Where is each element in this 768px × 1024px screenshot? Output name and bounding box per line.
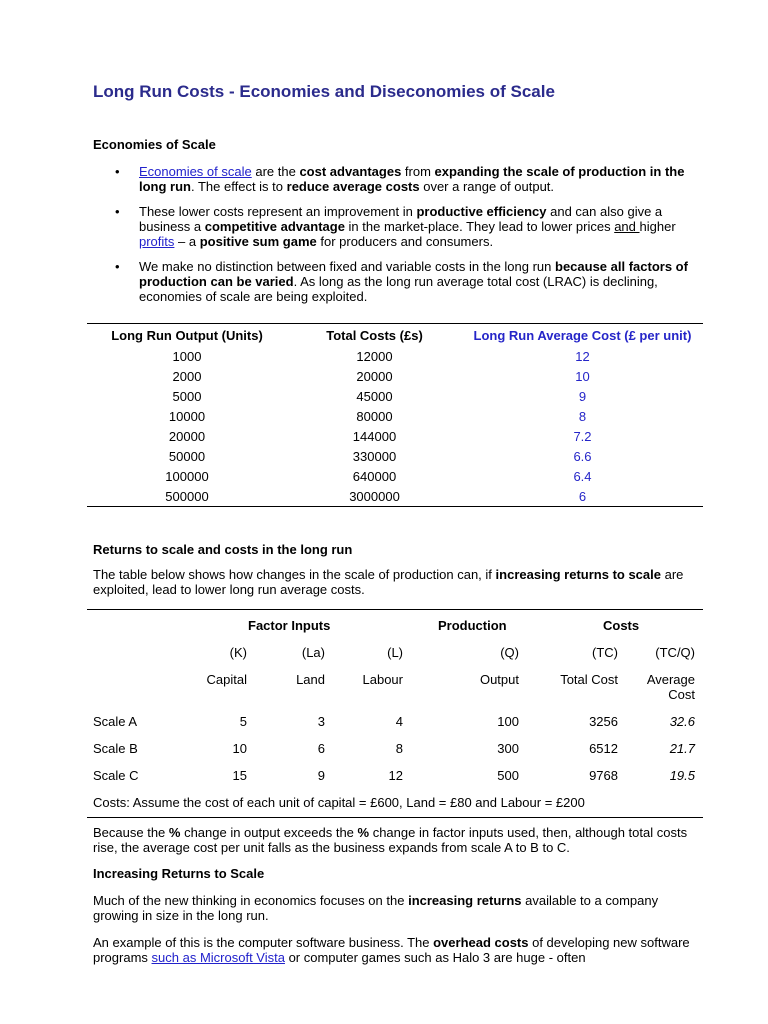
text: are exploited, lead to lower long run average costs. (93, 567, 684, 597)
text: in the market-place. They lead to lower prices (344, 219, 615, 234)
group-header-factor-inputs: Factor Inputs (248, 618, 331, 633)
cell-scale-name: Scale C (93, 768, 139, 783)
label-average-cost: Average Cost (646, 672, 695, 702)
text: of developing new software programs (93, 935, 690, 965)
returns-to-scale-table (87, 609, 703, 818)
cell-total-cost: 3256 (589, 714, 618, 729)
bold-text: because all factors of production can be varied (139, 259, 688, 289)
cell-capital: 15 (232, 768, 247, 783)
cell-labour: 8 (395, 741, 403, 756)
cell-scale-name: Scale A (93, 714, 138, 729)
cell-capital: 10 (232, 741, 247, 756)
software-example-paragraph (93, 935, 705, 965)
cell-average-cost: 6.6 (573, 448, 592, 464)
cell-output: 2000 (172, 368, 202, 384)
label-capital: Capital (206, 672, 247, 687)
symbol-capital: (K) (229, 645, 247, 660)
text: change in factor inputs used, then, although total costs rise, the average cost per unit falls as the business expands from scale A to B to C. (93, 825, 688, 855)
text: . The effect is to (191, 179, 287, 194)
bold-text: increasing returns to scale (495, 567, 661, 582)
cell-average-cost: 10 (575, 368, 590, 384)
cell-output: 1000 (172, 348, 202, 364)
table-body (87, 346, 703, 506)
table-row (87, 486, 703, 506)
text: . As long as the long run average total cost (LRAC) is declining, economies of scale are being exploited. (139, 274, 658, 304)
cell-labour: 12 (388, 768, 403, 783)
cell-average-cost: 7.2 (573, 428, 592, 444)
table-row (87, 386, 703, 406)
heading-economies-of-scale: Economies of Scale (93, 137, 216, 152)
table-header-row (87, 324, 703, 346)
bold-text: positive sum game (199, 234, 317, 249)
bullet-item-1 (93, 164, 703, 194)
bold-text: cost advantages (299, 164, 402, 179)
bullet-item-2 (93, 204, 703, 249)
cell-total-cost: 9768 (589, 768, 618, 783)
symbol-output: (Q) (500, 645, 519, 660)
cell-average-cost: 32.6 (669, 714, 695, 729)
cell-land: 9 (317, 768, 325, 783)
text: or computer games such as Halo 3 are huge - often (284, 950, 586, 965)
heading-increasing-returns: Increasing Returns to Scale (93, 866, 265, 881)
profits-link[interactable]: profits (139, 234, 175, 249)
bullet-item-3 (93, 259, 703, 304)
cell-total-costs: 3000000 (349, 488, 400, 504)
bold-text: % (357, 825, 370, 840)
label-labour: Labour (362, 672, 403, 687)
table-row (87, 406, 703, 426)
text: and can also give a business a (139, 204, 663, 234)
economies-bullet-list (93, 164, 703, 314)
bullet-icon: • (115, 204, 120, 219)
text: An example of this is the computer software business. The (93, 935, 434, 950)
column-header-average-cost: Long Run Average Cost (£ per unit) (473, 327, 692, 343)
text: We make no distinction between fixed and variable costs in the long run (139, 259, 555, 274)
column-header-total-costs: Total Costs (£s) (326, 327, 423, 343)
cell-output: 500 (497, 768, 519, 783)
table-cost-note: Costs: Assume the cost of each unit of capital = £600, Land = £80 and Labour = £200 (93, 795, 585, 810)
text: from (401, 164, 435, 179)
cell-average-cost: 12 (575, 348, 590, 364)
economies-of-scale-link[interactable]: Economies of scale (139, 164, 252, 179)
group-header-costs: Costs (603, 618, 640, 633)
cell-output: 100 (497, 714, 519, 729)
symbol-labour: (L) (387, 645, 403, 660)
increasing-returns-paragraph (93, 893, 705, 923)
text: – a (174, 234, 200, 249)
cell-output: 300 (497, 741, 519, 756)
cell-scale-name: Scale B (93, 741, 138, 756)
text: over a range of output. (419, 179, 555, 194)
bullet-icon: • (115, 164, 120, 179)
cell-total-costs: 80000 (356, 408, 393, 424)
cell-output: 20000 (168, 428, 206, 444)
cell-average-cost: 6 (578, 488, 587, 504)
bold-text: expanding the scale of production in the long run (139, 164, 685, 194)
bold-text: increasing returns (408, 893, 522, 908)
bold-text: overhead costs (433, 935, 529, 950)
text: higher (639, 219, 676, 234)
cell-total-costs: 640000 (352, 468, 397, 484)
text: are the (251, 164, 300, 179)
cell-total-costs: 12000 (356, 348, 393, 364)
bold-text: reduce average costs (286, 179, 420, 194)
cell-total-costs: 45000 (356, 388, 393, 404)
cell-average-cost: 8 (578, 408, 587, 424)
cell-land: 3 (317, 714, 325, 729)
label-output: Output (479, 672, 519, 687)
cell-total-cost: 6512 (589, 741, 618, 756)
cell-average-cost: 21.7 (669, 741, 695, 756)
table-row (87, 366, 703, 386)
page-title: Long Run Costs - Economies and Diseconomies of Scale (93, 82, 555, 101)
long-run-cost-table (87, 323, 703, 507)
text: The table below shows how changes in the scale of production can, if (93, 567, 496, 582)
cell-average-cost: 9 (578, 388, 587, 404)
table-row (87, 346, 703, 366)
table-row (87, 466, 703, 486)
text: These lower costs represent an improvement in (139, 204, 417, 219)
table-row (87, 446, 703, 466)
cell-output: 100000 (165, 468, 209, 484)
cell-total-costs: 330000 (352, 448, 397, 464)
cell-labour: 4 (395, 714, 403, 729)
underlined-text: and (614, 219, 640, 234)
cell-capital: 5 (239, 714, 247, 729)
column-header-output: Long Run Output (Units) (111, 327, 263, 343)
bold-text: % (168, 825, 181, 840)
cell-output: 50000 (168, 448, 206, 464)
bold-text: productive efficiency (416, 204, 547, 219)
text: Much of the new thinking in economics focuses on the (93, 893, 409, 908)
symbol-land: (La) (301, 645, 325, 660)
symbol-average-cost: (TC/Q) (655, 645, 695, 660)
text: change in output exceeds the (180, 825, 358, 840)
cell-total-costs: 20000 (356, 368, 393, 384)
table-row (87, 426, 703, 446)
group-header-production: Production (438, 618, 507, 633)
cell-land: 6 (317, 741, 325, 756)
text: available to a company growing in size in the long run. (93, 893, 659, 923)
heading-returns-to-scale: Returns to scale and costs in the long run (93, 542, 353, 557)
text: Because the (93, 825, 169, 840)
returns-intro-paragraph (93, 567, 705, 597)
text: for producers and consumers. (316, 234, 494, 249)
bullet-icon: • (115, 259, 120, 274)
cell-average-cost: 6.4 (573, 468, 592, 484)
cell-total-costs: 144000 (352, 428, 397, 444)
label-total-cost: Total Cost (560, 672, 618, 687)
cell-average-cost: 19.5 (669, 768, 695, 783)
label-land: Land (296, 672, 325, 687)
because-paragraph (93, 825, 705, 855)
microsoft-vista-link[interactable]: such as Microsoft Vista (151, 950, 285, 965)
symbol-total-cost: (TC) (592, 645, 618, 660)
cell-output: 500000 (165, 488, 209, 504)
cell-output: 10000 (168, 408, 206, 424)
cell-output: 5000 (172, 388, 202, 404)
bold-text: competitive advantage (204, 219, 345, 234)
